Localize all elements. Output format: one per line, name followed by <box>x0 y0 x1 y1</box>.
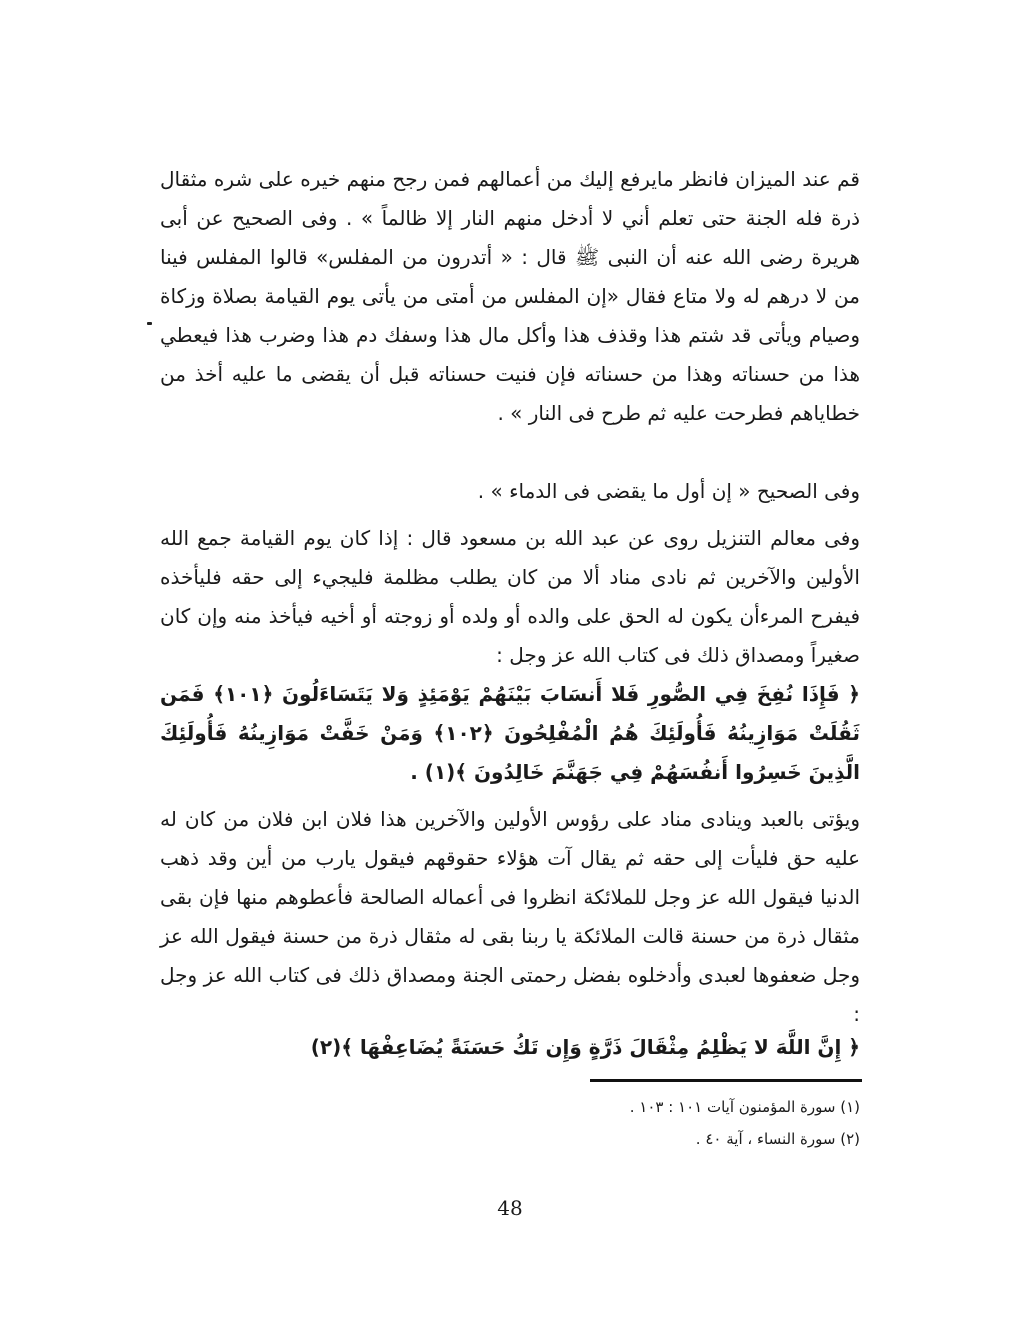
footnote-2: (٢) سورة النساء ، آية ٤٠ . <box>695 1130 860 1148</box>
quran-verse-nisa: ﴿ إِنَّ اللَّهَ لا يَظْلِمُ مِثْقَالَ ذَرَّةٍ وَإِن تَكُ حَسَنَةً يُضَاعِفْهَا ﴾(٢) <box>310 1035 860 1059</box>
footnote-divider <box>590 1079 862 1082</box>
quran-verse-muminun: ﴿ فَإِذَا نُفِخَ فِي الصُّورِ فَلا أَنسَابَ بَيْنَهُمْ يَوْمَئِذٍ وَلا يَتَسَاءَلُونَ ﴿١٠١﴾ فَمَن ثَقُلَتْ مَوَازِينُهُ فَأُولَئِكَ هُمُ الْمُفْلِحُونَ ﴿١٠٢﴾ وَمَنْ خَفَّتْ مَوَازِينُهُ فَأُولَئِكَ الَّذِينَ خَسِرُوا أَنفُسَهُمْ فِي جَهَنَّمَ خَالِدُونَ ﴾(١) . <box>160 682 861 784</box>
paragraph-hadith-mizan: قم عند الميزان فانظر مايرفع إليك من أعمالهم فمن رجح منهم خيره على شره مثقال ذرة فله الجنة حتى تعلم أني لا أدخل منهم النار إلا ظالماً » . وفى الصحيح عن أبى هريرة رضى الله عنه أن النبى ﷺ قال : « أتدرون من المفلس» قالوا المفلس فينا من لا درهم له ولا متاع فقال «إن المفلس من أمتى من يأتى يوم القيامة بصلاة وزكاة وصيام ويأتى قد شتم هذا وقذف هذا وأكل مال هذا وسفك دم هذا وضرب هذا فيعطي هذا من حسناته وهذا من حسناته فإن فنيت حسناته قبل أن يقضى ما عليه أخذ من خطاياهم فطرحت عليه ثم طرح فى النار » . <box>160 167 860 425</box>
paragraph-first-judgement: وفى الصحيح « إن أول ما يقضى فى الدماء » . <box>477 479 860 503</box>
page-number: 48 <box>497 1196 523 1220</box>
paragraph-servant-called: ويؤتى بالعبد وينادى مناد على رؤوس الأولين والآخرين هذا فلان ابن فلان من كان له عليه حق فليأت إلى حقه ثم يقال آت هؤلاء حقوقهم فيقول يارب من أين وقد ذهب الدنيا فيقول الله عز وجل للملائكة انظروا فى أعماله الصالحة فأعطوهم منها فإن بقى مثقال ذرة من حسنة قالت الملائكة يا ربنا بقى له مثقال ذرة من حسنة فيقول الله عز وجل ضعفوها لعبدى وأدخلوه بفضل رحمتى الجنة ومصداق ذلك فى كتاب الله عز وجل : <box>160 807 860 1026</box>
paragraph-maalim-tanzil: وفى معالم التنزيل روى عن عبد الله بن مسعود قال : إذا كان يوم القيامة جمع الله الأولين والآخرين ثم نادى مناد ألا من كان يطلب مظلمة فليجيء إلى حقه فليأخذه فيفرح المرءأن يكون له الحق على والده أو ولده أو زوجته أو أخيه فيأخذ منه وإن كان صغيراً ومصداق ذلك فى كتاب الله عز وجل : <box>160 526 860 667</box>
footnote-1: (١) سورة المؤمنون آيات ١٠١ : ١٠٣ . <box>629 1098 860 1116</box>
scan-speck <box>147 322 152 325</box>
